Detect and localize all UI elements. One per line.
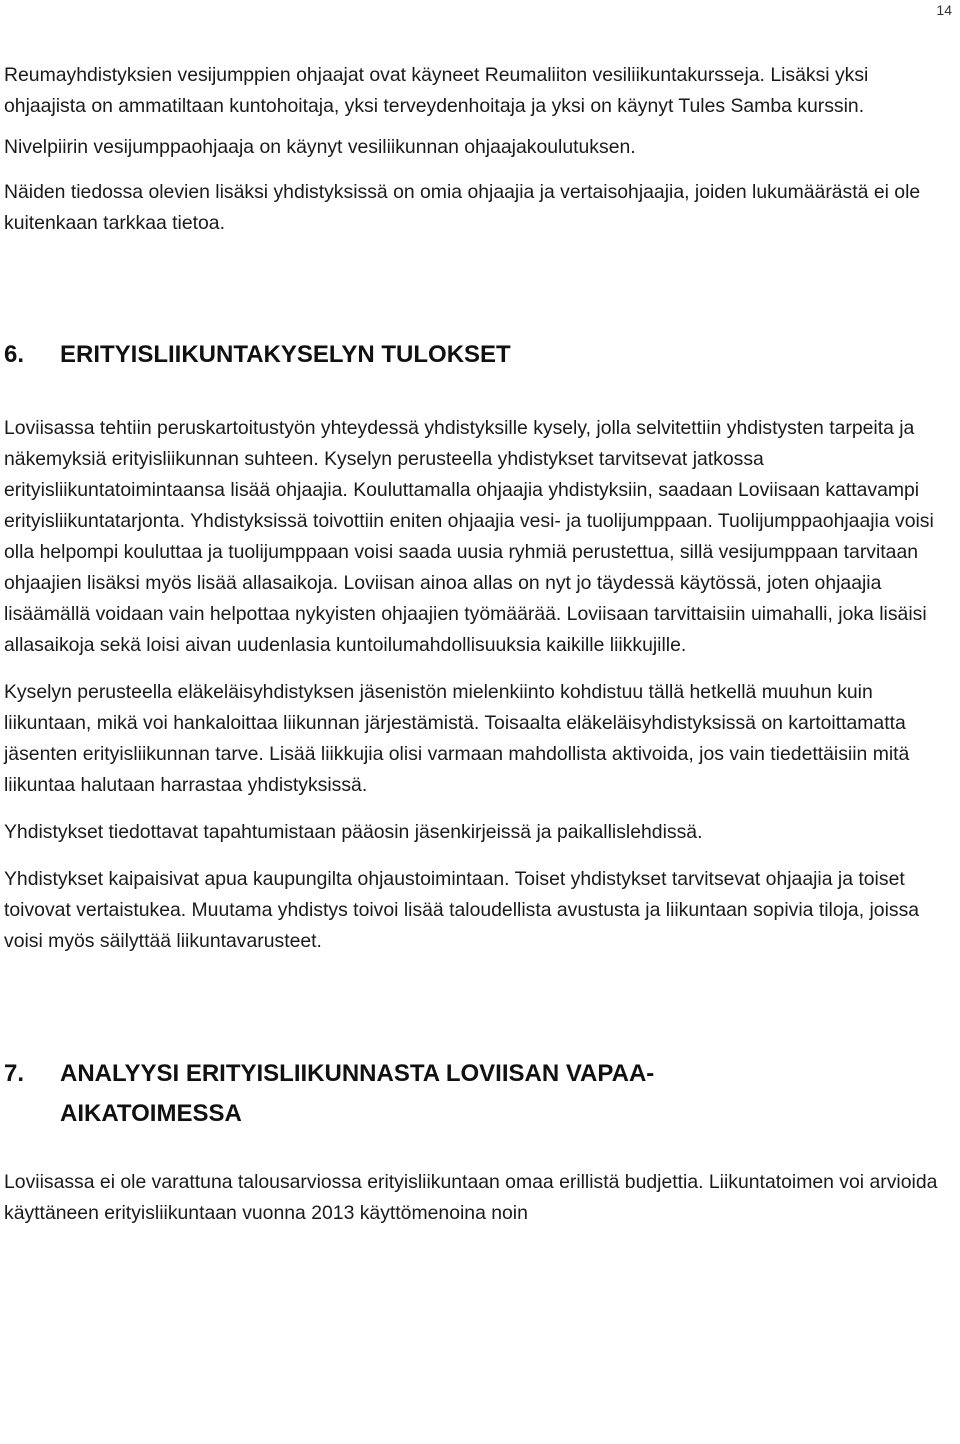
- document-body: [4, 60, 954, 1229]
- paragraph-budget: Loviisassa ei ole varattuna talousarviossa erityisliikuntaan omaa erillistä budjettia. Liikuntatoimen voi arvioida käyttäneen erityisliikuntaan vuonna 2013 käyttömenoina noin: [4, 1171, 938, 1224]
- section-heading-6: [4, 335, 954, 375]
- paragraph-pensioners: Kyselyn perusteella eläkeläisyhdistyksen jäsenistön mielenkiinto kohdistuu tällä hetkellä muuhun kuin liikuntaan, mikä voi hankaloittaa liikunnan järjestämistä. Toisaalta eläkeläisyhdistyksissä on kartoittamatta jäsenten erityisliikunnan tarve. Lisää liikkujia olisi varmaan mahdollista aktivoida, jos vain tiedettäisiin mitä liikuntaa halutaan harrastaa yhdistyksissä.: [4, 681, 910, 796]
- paragraph-peer-instructors: Näiden tiedossa olevien lisäksi yhdistyksissä on omia ohjaajia ja vertaisohjaajia, joiden lukumäärästä ei ole kuitenkaan tarkkaa tietoa.: [4, 181, 921, 234]
- section-heading-7: [4, 1054, 954, 1134]
- paragraph-support: Yhdistykset kaipaisivat apua kaupungilta ohjaustoimintaan. Toiset yhdistykset tarvitsevat ohjaajia ja toiset toivovat vertaistukea. Muutama yhdistys toivoi lisää taloudellista avustusta ja liikuntaan sopivia tiloja, joissa voisi myös säilyttää liikuntavarusteet.: [4, 868, 920, 952]
- paragraph-survey: Loviisassa tehtiin peruskartoitustyön yhteydessä yhdistyksille kysely, jolla selvitettiin yhdistysten tarpeita ja näkemyksiä erityisliikunnan suhteen. Kyselyn perusteella yhdistykset tarvitsevat jatkossa erityisliikuntatoimintaansa lisää ohjaajia. Kouluttamalla ohjaajia yhdistyksiin, saadaan Loviisaan kattavampi erityisliikuntatarjonta. Yhdistyksissä toivottiin eniten ohjaajia vesi- ja tuolijumppaan. Tuolijumppaohjaajia voisi olla helpompi kouluttaa ja tuolijumppaan voisi saada uusia ryhmiä perustettua, sillä vesijumppaan tarvitaan ohjaajien lisäksi myös lisää allasaikoja. Loviisan ainoa allas on nyt jo täydessä käytössä, joten ohjaajia lisäämällä voidaan vain helpottaa nykyisten ohjaajien työmäärää. Loviisaan tarvittaisiin uimahalli, joka lisäisi allasaikoja sekä loisi aivan uudenlasia kuntoilumahdollisuuksia kaikille liikkujille.: [4, 417, 934, 656]
- section-number: 7.: [4, 1060, 25, 1087]
- paragraph-instructors: Reumayhdistyksien vesijumppien ohjaajat ovat käyneet Reumaliiton vesiliikuntakursseja. Lisäksi yksi ohjaajista on ammatiltaan kuntohoitaja, yksi terveydenhoitaja ja yksi on käynyt Tules Samba kurssin.: [4, 64, 869, 117]
- paragraph-nivelpiiri: Nivelpiirin vesijumppaohjaaja on käynyt vesiliikunnan ohjaajakoulutuksen.: [4, 136, 636, 158]
- section-title: ANALYYSI ERITYISLIIKUNNASTA LOVIISAN VAPAA-AIKATOIMESSA: [60, 1060, 655, 1127]
- page-number: 14: [936, 2, 952, 18]
- section-number: 6.: [4, 341, 25, 368]
- section-title: ERITYISLIIKUNTAKYSELYN TULOKSET: [60, 341, 511, 368]
- paragraph-communication: Yhdistykset tiedottavat tapahtumistaan pääosin jäsenkirjeissä ja paikallislehdissä.: [4, 821, 703, 843]
